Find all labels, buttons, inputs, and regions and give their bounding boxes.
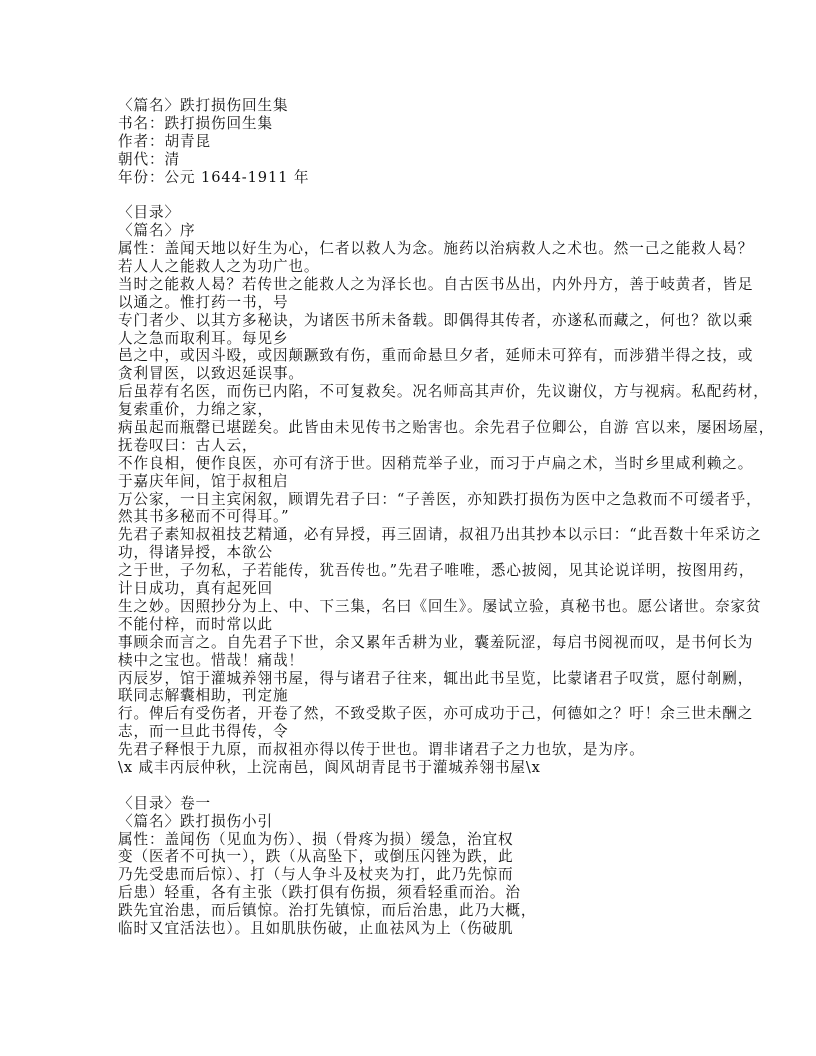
text-line: 乃先受患而后惊）、打（与人争斗及杖夹为打，此乃先惊而 [118, 866, 514, 884]
document-body [118, 97, 775, 938]
text-line: 功，得诸异授，本欲公 [118, 544, 273, 562]
text-line: 之于世，子勿私，子若能传，犹吾传也。”先君子唯唯，悉心披阅，见其论说详明，按图用药， [118, 562, 755, 580]
text-line: 〈目录〉 [118, 204, 180, 222]
text-line: 以通之。惟打药一书，号 [118, 293, 289, 311]
text-line: 书名：跌打损伤回生集 [118, 114, 273, 132]
text-line: 先君子素知叔祖技艺精通，必有异授，再三固请，叔祖乃出其抄本以示曰：“此吾数十年采访之 [118, 526, 762, 544]
text-line: 〈篇名〉序 [118, 222, 196, 240]
text-line: 不作良相，便作良医，亦可有济于世。因稍荒举子业，而习于卢扁之术，当时乡里咸利赖之。 [118, 454, 754, 472]
text-line: 不能付梓，而时常以此 [118, 615, 273, 633]
text-line: 万公家，一日主宾闲叙，顾谓先君子曰：“子善医，亦知跌打损伤为医中之急救而不可缓者乎， [118, 490, 762, 508]
text-line: 生之妙。因照抄分为上、中、下三集，名曰《回生》。屡试立验，真秘书也。愿公诸世。奈家贫 [118, 597, 762, 615]
text-line: \x 咸丰丙辰仲秋，上浣南邑，阆风胡青昆书于灌城养翎书屋\x [118, 758, 541, 776]
text-line: 属性：盖闻伤（见血为伤）、损（骨疼为损）缓急，治宜权 [118, 830, 514, 848]
text-line: 后患）轻重，各有主张（跌打俱有伤损，须看轻重而治。治 [118, 884, 521, 902]
text-line: 椟中之宝也。惜哉！痛哉！ [118, 651, 304, 669]
text-line: 事顾余而言之。自先君子下世，余又累年舌耕为业，囊羞阮涩，每启书阅视而叹，是书何长为 [118, 633, 754, 651]
text-line: 抚卷叹曰：古人云， [118, 436, 258, 454]
text-line: 〈目录〉卷一 [118, 794, 211, 812]
text-line: 朝代：清 [118, 150, 180, 168]
text-line: 年份：公元 1644-1911 年 [118, 168, 310, 186]
text-line: 〈篇名〉跌打损伤回生集 [118, 97, 289, 114]
text-line: 邑之中，或因斗殴，或因颠蹶致有伤，重而命悬旦夕者，延师未可猝有，而涉猎半得之技，或 [118, 347, 754, 365]
text-line: 临时又宜活法也）。且如肌肤伤破，止血祛风为上（伤破肌 [118, 919, 514, 937]
text-line: 行。俾后有受伤者，开卷了然，不致受欺子医，亦可成功于己，何德如之？吁！余三世未酬之 [118, 705, 754, 723]
text-line: 人之急而取利耳。每见乡 [118, 329, 289, 347]
text-line: 专门者少、以其方多秘诀，为诸医书所未备载。即偶得其传者，亦遂私而藏之，何也？欲以乘 [118, 311, 754, 329]
text-line: 若人人之能救人之为功广也。 [118, 258, 320, 276]
blank-line [118, 186, 738, 204]
text-line: 变（医者不可执一），跌（从高坠下，或倒压闪锉为跌，此 [118, 848, 514, 866]
blank-line [118, 777, 738, 795]
text-line: 作者：胡青昆 [118, 132, 211, 150]
text-line: 计日成功，真有起死回 [118, 580, 273, 598]
text-line: 跌先宜治患，而后镇惊。治打先镇惊，而后治患，此乃大概， [118, 902, 537, 920]
text-line: 先君子释恨于九原，而叔祖亦得以传于世也。谓非诸君子之力也欤，是为序。 [118, 741, 645, 759]
text-line: 贪利冒医，以致迟延误事。 [118, 365, 304, 383]
text-line: 复索重价，力绵之家， [118, 401, 273, 419]
text-line: 联同志解囊相助，刊定施 [118, 687, 289, 705]
text-line: 后虽荐有名医，而伤已内陷，不可复救矣。况名师高其声价，先议谢仪，方与视病。私配药材， [118, 383, 769, 401]
text-line: 丙辰岁，馆于灌城养翎书屋，得与诸君子往来，辄出此书呈览，比蒙诸君子叹赏，愿付剞劂， [118, 669, 754, 687]
text-line: 〈篇名〉跌打损伤小引 [118, 812, 273, 830]
text-line: 于嘉庆年间，馆于叔租启 [118, 472, 289, 490]
text-line: 当时之能救人曷？若传世之能救人之为泽长也。自古医书丛出，内外丹方，善于岐黄者，皆足 [118, 275, 754, 293]
text-line: 然其书多秘而不可得耳。” [118, 508, 290, 526]
text-line: 志，而一旦此书得传，令 [118, 723, 289, 741]
text-line: 属性：盖闻天地以好生为心，仁者以救人为念。施药以治病救人之术也。然一己之能救人曷？ [118, 240, 754, 258]
text-line: 病虽起而瓶罄已堪蹉矣。此皆由未见传书之贻害也。余先君子位卿公，自游 宫以来，屡困场屋， [118, 419, 775, 437]
